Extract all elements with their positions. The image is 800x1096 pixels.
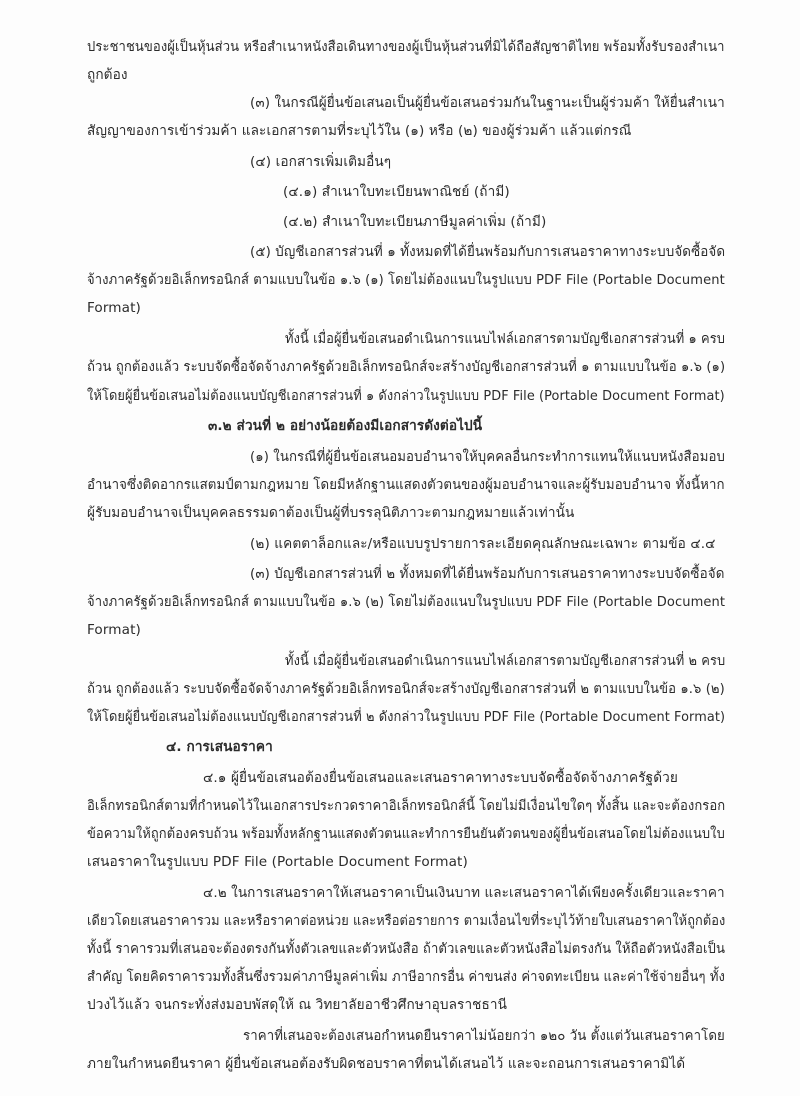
text-line: (๕) บัญชีเอกสารส่วนที่ ๑ ทั้งหมดที่ได้ยื่นพร้อมกับการเสนอราคาทางระบบจัดซื้อจัด [250,244,726,260]
text-line: ประชาชนของผู้เป็นหุ้นส่วน หรือสำเนาหนังสือเดินทางของผู้เป็นหุ้นส่วนที่มิได้ถือสัญชาติไทย พร้อมทั้งรับรองสำเนา [87,39,725,55]
text-line: (๔.๑) สำเนาใบทะเบียนพาณิชย์ (ถ้ามี) [283,184,510,200]
text-line: ถ้วน ถูกต้องแล้ว ระบบจัดซื้อจัดจ้างภาครัฐด้วยอิเล็กทรอนิกส์จะสร้างบัญชีเอกสารส่วนที่ ๒ ตามแบบในข้อ ๑.๖ (๒) [87,681,725,697]
text-line: ทั้งนี้ ราคารวมที่เสนอจะต้องตรงกันทั้งตัวเลขและตัวหนังสือ ถ้าตัวเลขและตัวหนังสือไม่ตรงกัน ให้ถือตัวหนังสือเป็น [87,941,726,957]
text-line: (๔) เอกสารเพิ่มเติมอื่นๆ [250,154,392,170]
text-line: ทั้งนี้ เมื่อผู้ยื่นข้อเสนอดำเนินการแนบไฟล์เอกสารตามบัญชีเอกสารส่วนที่ ๒ ครบ [285,653,726,669]
text-line: ผู้รับมอบอำนาจเป็นบุคคลธรรมดาต้องเป็นผู้ที่บรรลุนิติภาวะตามกฎหมายแล้วเท่านั้น [87,505,575,521]
text-line: ราคาที่เสนอจะต้องเสนอกำหนดยืนราคาไม่น้อยกว่า ๑๒๐ วัน ตั้งแต่วันเสนอราคาโดย [243,1028,725,1044]
text-line: สัญญาของการเข้าร่วมค้า และเอกสารตามที่ระบุไว้ใน (๑) หรือ (๒) ของผู้ร่วมค้า แล้วแต่กรณี [87,123,632,139]
text-line: ปวงไว้แล้ว จนกระทั่งส่งมอบพัสดุให้ ณ วิทยาลัยอาชีวศึกษาอุบลราชธานี [87,997,508,1013]
text-line: ภายในกำหนดยืนราคา ผู้ยื่นข้อเสนอต้องรับผิดชอบราคาที่ตนได้เสนอไว้ และจะถอนการเสนอราคามิได้ [87,1056,686,1072]
text-line: เดียวโดยเสนอราคารวม และหรือราคาต่อหน่วย และหรือต่อรายการ ตามเงื่อนไขที่ระบุไว้ท้ายใบเสนอราคาให้ถูกต้อง [87,913,726,929]
text-line: ๔.๒ ในการเสนอราคาให้เสนอราคาเป็นเงินบาท และเสนอราคาได้เพียงครั้งเดียวและราคา [203,885,725,901]
text-line: อำนาจซึ่งติดอากรแสตมป์ตามกฎหมาย โดยมีหลักฐานแสดงตัวตนของผู้มอบอำนาจและผู้รับมอบอำนาจ ทั้งนี้หาก [87,477,725,493]
text-line: (๔.๒) สำเนาใบทะเบียนภาษีมูลค่าเพิ่ม (ถ้ามี) [283,214,547,230]
text-line: ให้โดยผู้ยื่นข้อเสนอไม่ต้องแนบบัญชีเอกสารส่วนที่ ๒ ดังกล่าวในรูปแบบ PDF File (Portable Document Format) [87,709,726,725]
text-line: สำคัญ โดยคิดราคารวมทั้งสิ้นซึ่งรวมค่าภาษีมูลค่าเพิ่ม ภาษีอากรอื่น ค่าขนส่ง ค่าจดทะเบียน และค่าใช้จ่ายอื่นๆ ทั้ง [87,969,725,985]
text-line: จ้างภาครัฐด้วยอิเล็กทรอนิกส์ ตามแบบในข้อ ๑.๖ (๒) โดยไม่ต้องแนบในรูปแบบ PDF File (Portable Document [87,594,726,610]
text-line: ให้โดยผู้ยื่นข้อเสนอไม่ต้องแนบบัญชีเอกสารส่วนที่ ๑ ดังกล่าวในรูปแบบ PDF File (Portable Document Format) [87,388,725,404]
text-line: (๑) ในกรณีที่ผู้ยื่นข้อเสนอมอบอำนาจให้บุคคลอื่นกระทำการแทนให้แนบหนังสือมอบ [250,449,726,465]
text-line: (๓) ในกรณีผู้ยื่นข้อเสนอเป็นผู้ยื่นข้อเสนอร่วมกันในฐานะเป็นผู้ร่วมค้า ให้ยื่นสำเนา [250,95,725,111]
text-line: Format) [87,622,141,638]
text-line: ถ้วน ถูกต้องแล้ว ระบบจัดซื้อจัดจ้างภาครัฐด้วยอิเล็กทรอนิกส์จะสร้างบัญชีเอกสารส่วนที่ ๑ ตามแบบในข้อ ๑.๖ (๑) [87,359,726,375]
text-line: ถูกต้อง [87,67,128,83]
text-line: เสนอราคาในรูปแบบ PDF File (Portable Document Format) [87,854,468,870]
section-heading: ๔. การเสนอราคา [166,739,273,755]
section-heading: ๓.๒ ส่วนที่ ๒ อย่างน้อยต้องมีเอกสารดังต่อไปนี้ [208,418,483,434]
text-line: ๔.๑ ผู้ยื่นข้อเสนอต้องยื่นข้อเสนอและเสนอราคาทางระบบจัดซื้อจัดจ้างภาครัฐด้วย [203,770,678,786]
text-line: (๒) แคตตาล็อกและ/หรือแบบรูปรายการละเอียดคุณลักษณะเฉพาะ ตามข้อ ๔.๔ [250,536,716,552]
text-line: Format) [87,300,141,316]
text-line: จ้างภาครัฐด้วยอิเล็กทรอนิกส์ ตามแบบในข้อ ๑.๖ (๑) โดยไม่ต้องแนบในรูปแบบ PDF File (Portable Document [87,272,725,288]
text-line: (๓) บัญชีเอกสารส่วนที่ ๒ ทั้งหมดที่ได้ยื่นพร้อมกับการเสนอราคาทางระบบจัดซื้อจัด [250,566,725,582]
text-line: ข้อความให้ถูกต้องครบถ้วน พร้อมทั้งหลักฐานแสดงตัวตนและทำการยืนยันตัวตนของผู้ยื่นข้อเสนอโดยไม่ต้องแนบใบ [87,826,725,842]
text-line: อิเล็กทรอนิกส์ตามที่กำหนดไว้ในเอกสารประกวดราคาอิเล็กทรอนิกส์นี้ โดยไม่มีเงื่อนไขใดๆ ทั้งสิ้น และจะต้องกรอก [87,798,726,814]
text-line: ทั้งนี้ เมื่อผู้ยื่นข้อเสนอดำเนินการแนบไฟล์เอกสารตามบัญชีเอกสารส่วนที่ ๑ ครบ [285,331,725,347]
